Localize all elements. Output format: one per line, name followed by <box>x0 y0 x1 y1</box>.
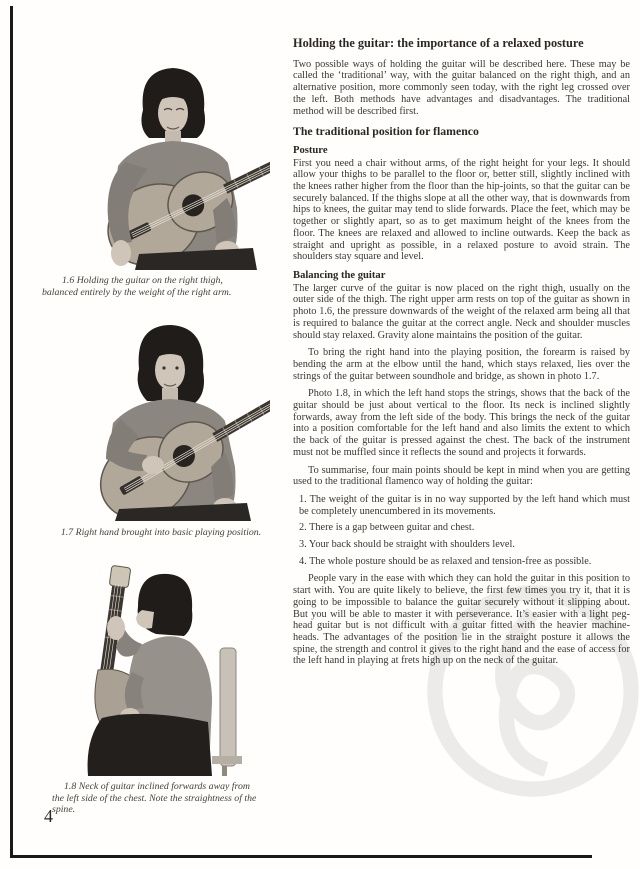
figure-caption-1-7: 1.7 Right hand brought into basic playing position. <box>60 527 262 538</box>
photo-1-7 <box>55 317 270 521</box>
summary-point-3: 3. Your back should be straight with shoulders level. <box>299 539 515 551</box>
text-column <box>293 36 630 673</box>
summary-points-list <box>293 494 630 568</box>
balancing-paragraph-1: The larger curve of the guitar is now placed on the right thigh, usually on the outer side of the thigh. The right upper arm rests on top of the guitar as shown in photo 1.6, the pressure downwards of the weight of the relaxed arm being all that is required to balance the guitar at the correct angle. Neck and shoulder muscles should stay relaxed. Gravity alone maintains the position of the guitar. <box>293 282 630 341</box>
figure-caption-1-6: 1.6 Holding the guitar on the right thigh, balanced entirely by the weight of the right arm. <box>42 275 232 298</box>
guitarist-side-view-photo-1-8-illustration <box>72 560 268 776</box>
summary-point-1: 1. The weight of the guitar is in no way supported by the left hand which must be completely unencumbered in its movements. <box>299 493 630 517</box>
posture-paragraph: First you need a chair without arms, of the right height for your legs. It should allow your thighs to be parallel to the floor or, better still, slightly inclined with the knees rather higher from the floor than the hip-joints, so that the guitar can be securely balanced. If the thighs slope at all the other way, that is downwards from hips to knees, the guitar may tend to slide forwards. Place the feet, which may be together or slightly apart, so as to get maximum height of the knees from the floor. The knees are relaxed and allowed to incline outwards. Keep the back as straight and upright as possible, in a relaxed posture to avoid strain. The shoulders stay square and level. <box>293 157 630 263</box>
balancing-paragraph-2: To bring the right hand into the playing position, the forearm is raised by bending the arm at the elbow until the hand, which stays relaxed, lies over the strings of the guitar between soundhole and bridge, as shown in photo 1.7. <box>293 347 630 382</box>
page-edge-left <box>10 6 13 857</box>
section-heading-traditional-position: The traditional position for flamenco <box>293 124 479 139</box>
page-number: 4 <box>44 806 53 826</box>
summary-point-4: 4. The whole posture should be as relaxed and tension-free as possible. <box>299 555 592 567</box>
subsection-heading-balancing: Balancing the guitar <box>293 270 386 281</box>
figure-caption-1-8: 1.8 Neck of guitar inclined forwards away from the left side of the chest. Note the straightness of the spine. <box>52 781 257 816</box>
guitarist-seated-photo-1-6-illustration <box>55 56 270 270</box>
balancing-paragraph-3: Photo 1.8, in which the left hand stops the strings, shows that the back of the guitar should be just about vertical to the floor. Its neck is inclined slightly forwards, away from the left side of the body. This brings the neck of the guitar into a position comfortable for the left hand and also limits the extent to which the back of the guitar is pressed against the chest. The back of the instrument must not be muffled since it reflects the sound and projects it forwards. <box>293 388 630 458</box>
closing-paragraph: People vary in the ease with which they can hold the guitar in this position to start with. You are quite likely to believe, the first few times you try it, that it is going to be impossible to balance the guitar securely without it slipping about. But you will be able to master it with perseverance. It’s easier with a light peg-head guitar but is not difficult with a guitar fitted with the heavier machine-heads. The advantages of the position lie in the straight posture it allows the spine, the strength and control it gives to the right hand and the ease of access for the left hand in playing at frets high up on the neck of the guitar. <box>293 573 630 667</box>
summary-point-2: 2. There is a gap between guitar and chest. <box>299 522 475 534</box>
summary-lead-paragraph: To summarise, four main points should be kept in mind when you are getting used to the traditional flamenco way of holding the guitar: <box>293 464 630 488</box>
subsection-heading-posture: Posture <box>293 144 328 156</box>
intro-paragraph: Two possible ways of holding the guitar will be described here. These may be called the ‘traditional’ way, with the guitar balanced on the right thigh, and an alternative position, more commonly seen today, with the right leg crossed over the left. Both methods have advantages and disadvantages. The traditional method will be described first. <box>293 58 630 117</box>
photo-1-6 <box>55 56 270 270</box>
guitarist-playing-photo-1-7-illustration <box>55 317 270 521</box>
page-title: Holding the guitar: the importance of a relaxed posture <box>293 36 584 50</box>
page-edge-bottom <box>10 855 592 858</box>
photo-1-8 <box>72 560 268 776</box>
